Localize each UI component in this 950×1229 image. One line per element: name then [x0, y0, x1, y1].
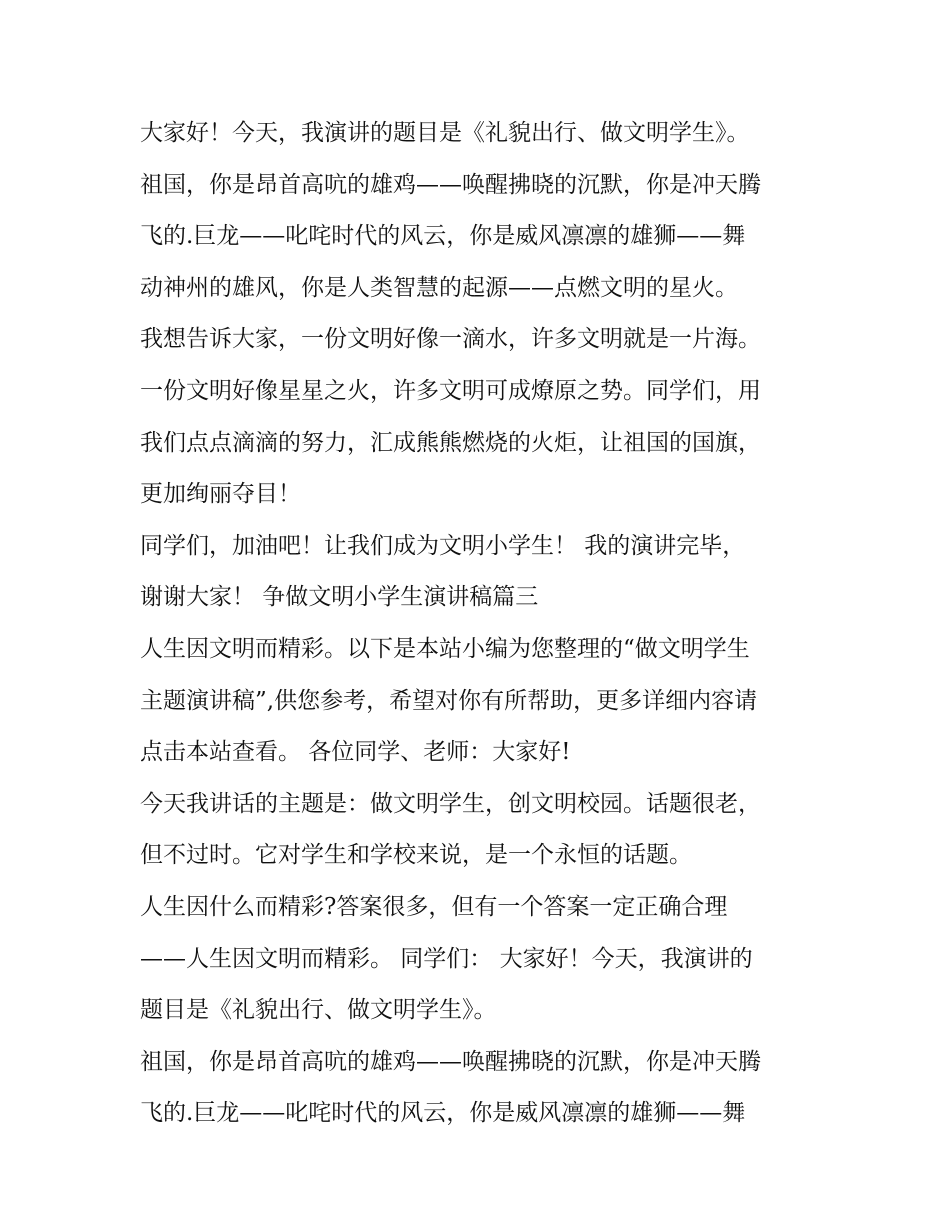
- text-line: 但不过时。它对学生和学校来说，是一个永恒的话题。: [140, 842, 692, 869]
- text-line: 人生因什么而精彩?答案很多，但有一个答案一定正确合理: [140, 893, 728, 920]
- text-line: 祖国，你是昂首高吭的雄鸡——唤醒拂晓的沉默，你是冲天腾: [140, 171, 761, 198]
- text-line: 我们点点滴滴的努力，汇成熊熊燃烧的火炬，让祖国的国旗，: [140, 429, 761, 456]
- text-line: 同学们，加油吧！让我们成为文明小学生！ 我的演讲完毕，: [140, 532, 746, 559]
- text-line: 飞的.巨龙——叱咤时代的风云，你是威风凛凛的雄狮——舞: [140, 223, 746, 250]
- text-line: 题目是《礼貌出行、做文明学生》。: [140, 997, 497, 1024]
- text-line: 祖国，你是昂首高吭的雄鸡——唤醒拂晓的沉默，你是冲天腾: [140, 1048, 761, 1075]
- text-line: 谢谢大家！ 争做文明小学生演讲稿篇三: [140, 584, 539, 611]
- text-line: 一份文明好像星星之火，许多文明可成燎原之势。同学们，用: [140, 377, 761, 404]
- text-line: 我想告诉大家，一份文明好像一滴水，许多文明就是一片海。: [140, 326, 761, 353]
- text-line: 飞的.巨龙——叱咤时代的风云，你是威风凛凛的雄狮——舞: [140, 1100, 746, 1127]
- text-line: 大家好！今天，我演讲的题目是《礼貌出行、做文明学生》。: [140, 120, 750, 146]
- text-line: 人生因文明而精彩。以下是本站小编为您整理的“做文明学生: [140, 635, 750, 662]
- text-line: 今天我讲话的主题是：做文明学生，创文明校园。话题很老，: [140, 790, 761, 817]
- text-line: 主题演讲稿”,供您参考，希望对你有所帮助，更多详细内容请: [140, 687, 758, 714]
- text-line: 更加绚丽夺目！: [140, 481, 301, 508]
- text-line: 动神州的雄风，你是人类智慧的起源——点燃文明的星火。: [140, 274, 738, 301]
- text-line: ——人生因文明而精彩。 同学们： 大家好！今天，我演讲的: [140, 945, 753, 972]
- text-line: 点击本站查看。 各位同学、老师：大家好!: [140, 739, 571, 766]
- document-body: [140, 108, 830, 1140]
